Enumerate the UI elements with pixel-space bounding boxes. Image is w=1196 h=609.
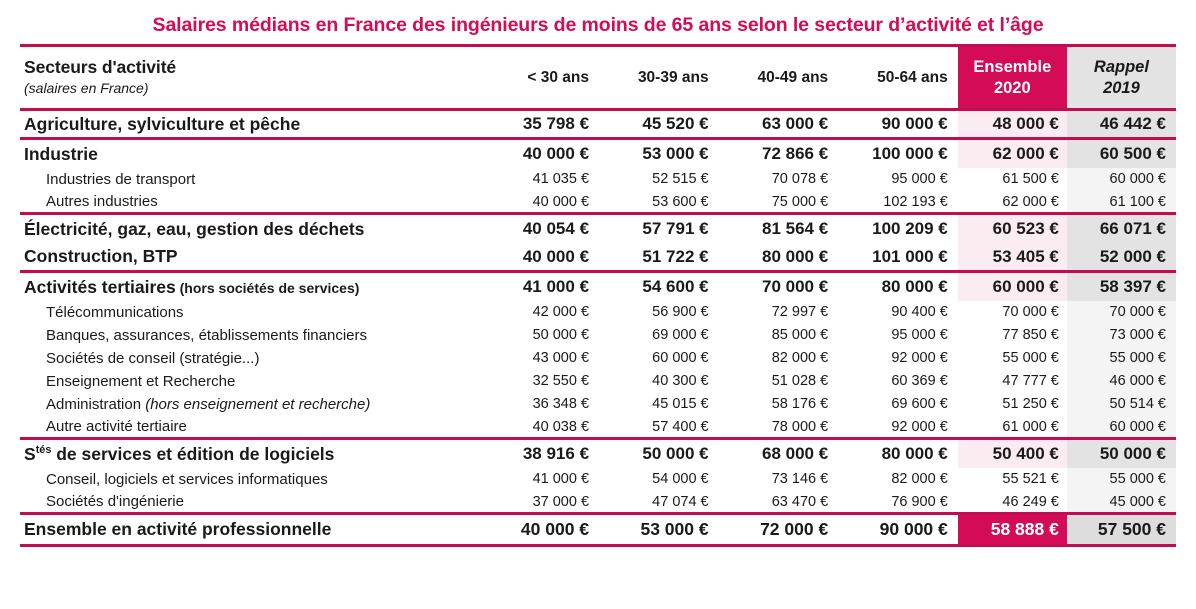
- row-value-40-49: 78 000 €: [719, 416, 839, 439]
- table-row: [20, 110, 1176, 139]
- row-value-under30: 32 550 €: [479, 370, 599, 393]
- row-value-50-64: 100 209 €: [838, 214, 958, 243]
- header-col-30-39: 30-39 ans: [599, 46, 719, 110]
- row-sector-label: [20, 370, 479, 393]
- row-label-text: Télécommunications: [46, 303, 184, 321]
- table-row: [20, 491, 1176, 514]
- row-value-40-49: 70 000 €: [719, 272, 839, 301]
- header-ensemble-line2: 2020: [993, 78, 1031, 97]
- row-value-40-49: 72 000 €: [719, 514, 839, 546]
- row-value-30-39: 47 074 €: [599, 491, 719, 514]
- row-sector-label: [20, 393, 479, 416]
- row-value-50-64: 80 000 €: [838, 439, 958, 468]
- row-value-30-39: 57 791 €: [599, 214, 719, 243]
- table-row: [20, 347, 1176, 370]
- row-value-rappel: 66 071 €: [1067, 214, 1176, 243]
- row-value-ensemble: 51 250 €: [958, 393, 1067, 416]
- row-value-30-39: 54 600 €: [599, 272, 719, 301]
- row-value-rappel: 46 000 €: [1067, 370, 1176, 393]
- row-value-40-49: 82 000 €: [719, 347, 839, 370]
- table-row: [20, 416, 1176, 439]
- row-value-ensemble: 50 400 €: [958, 439, 1067, 468]
- row-sector-label: [20, 301, 479, 324]
- table-row: [20, 439, 1176, 468]
- row-value-30-39: 53 600 €: [599, 191, 719, 214]
- row-value-under30: 41 035 €: [479, 168, 599, 191]
- row-sector-label: [20, 168, 479, 191]
- row-label-text: Autre activité tertiaire: [46, 418, 187, 436]
- row-value-30-39: 51 722 €: [599, 243, 719, 272]
- row-value-ensemble: 55 000 €: [958, 347, 1067, 370]
- row-value-rappel: 50 000 €: [1067, 439, 1176, 468]
- row-value-30-39: 53 000 €: [599, 514, 719, 546]
- table-row: [20, 214, 1176, 243]
- row-value-ensemble: 62 000 €: [958, 139, 1067, 168]
- row-value-50-64: 100 000 €: [838, 139, 958, 168]
- row-value-rappel: 60 000 €: [1067, 416, 1176, 439]
- row-value-30-39: 52 515 €: [599, 168, 719, 191]
- row-value-under30: 38 916 €: [479, 439, 599, 468]
- row-value-40-49: 80 000 €: [719, 243, 839, 272]
- row-label-text: Sociétés de conseil (stratégie...): [46, 349, 260, 367]
- row-value-rappel: 45 000 €: [1067, 491, 1176, 514]
- row-value-ensemble: 61 500 €: [958, 168, 1067, 191]
- row-value-50-64: 95 000 €: [838, 324, 958, 347]
- row-value-50-64: 80 000 €: [838, 272, 958, 301]
- row-label-text: Enseignement et Recherche: [46, 372, 236, 390]
- row-sector-label: [20, 347, 479, 370]
- row-value-40-49: 72 866 €: [719, 139, 839, 168]
- row-value-ensemble: 48 000 €: [958, 110, 1067, 139]
- row-value-40-49: 68 000 €: [719, 439, 839, 468]
- row-value-40-49: 70 078 €: [719, 168, 839, 191]
- row-label-superscript: tés: [35, 443, 52, 456]
- header-rappel-line2: 2019: [1103, 78, 1140, 97]
- salary-table: [20, 44, 1176, 547]
- header-ensemble-line1: Ensemble: [973, 58, 1052, 77]
- row-value-30-39: 69 000 €: [599, 324, 719, 347]
- header-col-50-64: 50-64 ans: [838, 46, 958, 110]
- row-value-ensemble: 70 000 €: [958, 301, 1067, 324]
- row-sector-label: [20, 324, 479, 347]
- row-value-50-64: 76 900 €: [838, 491, 958, 514]
- row-sector-label: [20, 491, 479, 514]
- row-label-text: Administration: [46, 395, 142, 413]
- row-sector-label: [20, 272, 479, 301]
- row-value-rappel: 52 000 €: [1067, 243, 1176, 272]
- header-col-rappel: [1067, 46, 1176, 110]
- row-value-under30: 36 348 €: [479, 393, 599, 416]
- row-value-50-64: 92 000 €: [838, 347, 958, 370]
- row-value-50-64: 95 000 €: [838, 168, 958, 191]
- row-value-rappel: 57 500 €: [1067, 514, 1176, 546]
- row-value-40-49: 85 000 €: [719, 324, 839, 347]
- row-sector-label: [20, 214, 479, 243]
- table-header: [20, 46, 1176, 110]
- row-value-50-64: 101 000 €: [838, 243, 958, 272]
- row-label-text: Industries de transport: [46, 170, 196, 188]
- row-value-50-64: 92 000 €: [838, 416, 958, 439]
- table-row: [20, 324, 1176, 347]
- table-row: [20, 243, 1176, 272]
- row-label-text: Conseil, logiciels et services informatiques: [46, 470, 328, 488]
- row-value-rappel: 50 514 €: [1067, 393, 1176, 416]
- row-label-note: (hors enseignement et recherche): [141, 395, 371, 413]
- row-value-ensemble: 60 523 €: [958, 214, 1067, 243]
- table-body: [20, 110, 1176, 546]
- table-row: [20, 370, 1176, 393]
- row-value-rappel: 60 500 €: [1067, 139, 1176, 168]
- row-sector-label: [20, 139, 479, 168]
- table-row: [20, 272, 1176, 301]
- row-value-rappel: 55 000 €: [1067, 468, 1176, 491]
- row-value-ensemble: 62 000 €: [958, 191, 1067, 214]
- row-value-30-39: 60 000 €: [599, 347, 719, 370]
- row-value-50-64: 90 000 €: [838, 110, 958, 139]
- row-value-rappel: 61 100 €: [1067, 191, 1176, 214]
- row-label-text: Agriculture, sylviculture et pêche: [24, 113, 301, 134]
- row-value-ensemble: 46 249 €: [958, 491, 1067, 514]
- row-value-30-39: 45 520 €: [599, 110, 719, 139]
- row-value-under30: 41 000 €: [479, 272, 599, 301]
- row-value-ensemble: 58 888 €: [958, 514, 1067, 546]
- row-value-ensemble: 61 000 €: [958, 416, 1067, 439]
- row-value-50-64: 90 400 €: [838, 301, 958, 324]
- row-value-50-64: 90 000 €: [838, 514, 958, 546]
- table-row: [20, 191, 1176, 214]
- row-value-40-49: 81 564 €: [719, 214, 839, 243]
- row-sector-label: [20, 439, 479, 468]
- header-col-under30: < 30 ans: [479, 46, 599, 110]
- row-value-40-49: 75 000 €: [719, 191, 839, 214]
- row-value-40-49: 73 146 €: [719, 468, 839, 491]
- row-value-40-49: 63 470 €: [719, 491, 839, 514]
- row-value-ensemble: 47 777 €: [958, 370, 1067, 393]
- header-col-40-49: 40-49 ans: [719, 46, 839, 110]
- row-value-30-39: 53 000 €: [599, 139, 719, 168]
- row-value-under30: 50 000 €: [479, 324, 599, 347]
- row-sector-label: [20, 191, 479, 214]
- row-value-under30: 40 000 €: [479, 514, 599, 546]
- table-row: [20, 514, 1176, 546]
- row-value-40-49: 72 997 €: [719, 301, 839, 324]
- row-value-under30: 42 000 €: [479, 301, 599, 324]
- row-value-under30: 40 054 €: [479, 214, 599, 243]
- row-value-30-39: 56 900 €: [599, 301, 719, 324]
- row-value-under30: 41 000 €: [479, 468, 599, 491]
- row-value-30-39: 40 300 €: [599, 370, 719, 393]
- row-value-50-64: 60 369 €: [838, 370, 958, 393]
- header-sector-subtitle: (salaires en France): [24, 80, 149, 97]
- table-row: [20, 468, 1176, 491]
- row-label-text: Autres industries: [46, 193, 158, 211]
- row-value-under30: 35 798 €: [479, 110, 599, 139]
- row-value-rappel: 58 397 €: [1067, 272, 1176, 301]
- row-value-rappel: 73 000 €: [1067, 324, 1176, 347]
- row-value-30-39: 45 015 €: [599, 393, 719, 416]
- row-value-30-39: 54 000 €: [599, 468, 719, 491]
- table-row: [20, 168, 1176, 191]
- row-value-50-64: 102 193 €: [838, 191, 958, 214]
- row-label-suffix: (hors sociétés de services): [175, 279, 360, 296]
- row-value-40-49: 63 000 €: [719, 110, 839, 139]
- row-value-50-64: 82 000 €: [838, 468, 958, 491]
- row-label-text: de services et édition de logiciels: [51, 443, 335, 464]
- row-label-text: Activités tertiaires: [24, 276, 176, 297]
- row-value-under30: 40 000 €: [479, 139, 599, 168]
- table-row: [20, 393, 1176, 416]
- header-row: [20, 46, 1176, 110]
- table-row: [20, 301, 1176, 324]
- row-value-ensemble: 55 521 €: [958, 468, 1067, 491]
- row-sector-label: [20, 243, 479, 272]
- row-value-under30: 43 000 €: [479, 347, 599, 370]
- row-sector-label: [20, 416, 479, 439]
- row-value-under30: 40 038 €: [479, 416, 599, 439]
- row-value-rappel: 46 442 €: [1067, 110, 1176, 139]
- row-label-text: Industrie: [24, 143, 98, 164]
- header-sector-cell: [20, 46, 479, 110]
- table-row: [20, 139, 1176, 168]
- row-value-under30: 40 000 €: [479, 243, 599, 272]
- row-label-text: Construction, BTP: [24, 246, 178, 267]
- row-sector-label: [20, 468, 479, 491]
- row-sector-label: [20, 514, 479, 546]
- row-value-ensemble: 77 850 €: [958, 324, 1067, 347]
- row-value-30-39: 57 400 €: [599, 416, 719, 439]
- row-value-under30: 37 000 €: [479, 491, 599, 514]
- header-rappel-line1: Rappel: [1093, 58, 1149, 77]
- header-sector-title: Secteurs d'activité: [24, 57, 177, 78]
- row-label-text: Électricité, gaz, eau, gestion des déchets: [24, 218, 365, 239]
- header-col-ensemble: [958, 46, 1067, 110]
- row-label-text: Ensemble en activité professionnelle: [24, 519, 332, 540]
- row-label-text: Sociétés d'ingénierie: [46, 493, 184, 511]
- row-label-text: Banques, assurances, établissements financiers: [46, 326, 368, 344]
- row-value-rappel: 60 000 €: [1067, 168, 1176, 191]
- row-value-30-39: 50 000 €: [599, 439, 719, 468]
- row-value-rappel: 70 000 €: [1067, 301, 1176, 324]
- row-value-ensemble: 60 000 €: [958, 272, 1067, 301]
- row-sector-label: [20, 110, 479, 139]
- row-value-50-64: 69 600 €: [838, 393, 958, 416]
- row-value-ensemble: 53 405 €: [958, 243, 1067, 272]
- row-value-under30: 40 000 €: [479, 191, 599, 214]
- row-value-rappel: 55 000 €: [1067, 347, 1176, 370]
- row-value-40-49: 58 176 €: [719, 393, 839, 416]
- row-label-prefix: S: [24, 443, 36, 464]
- page-title: Salaires médians en France des ingénieurs de moins de 65 ans selon le secteur d’activité et l’âge: [152, 14, 1044, 36]
- row-value-40-49: 51 028 €: [719, 370, 839, 393]
